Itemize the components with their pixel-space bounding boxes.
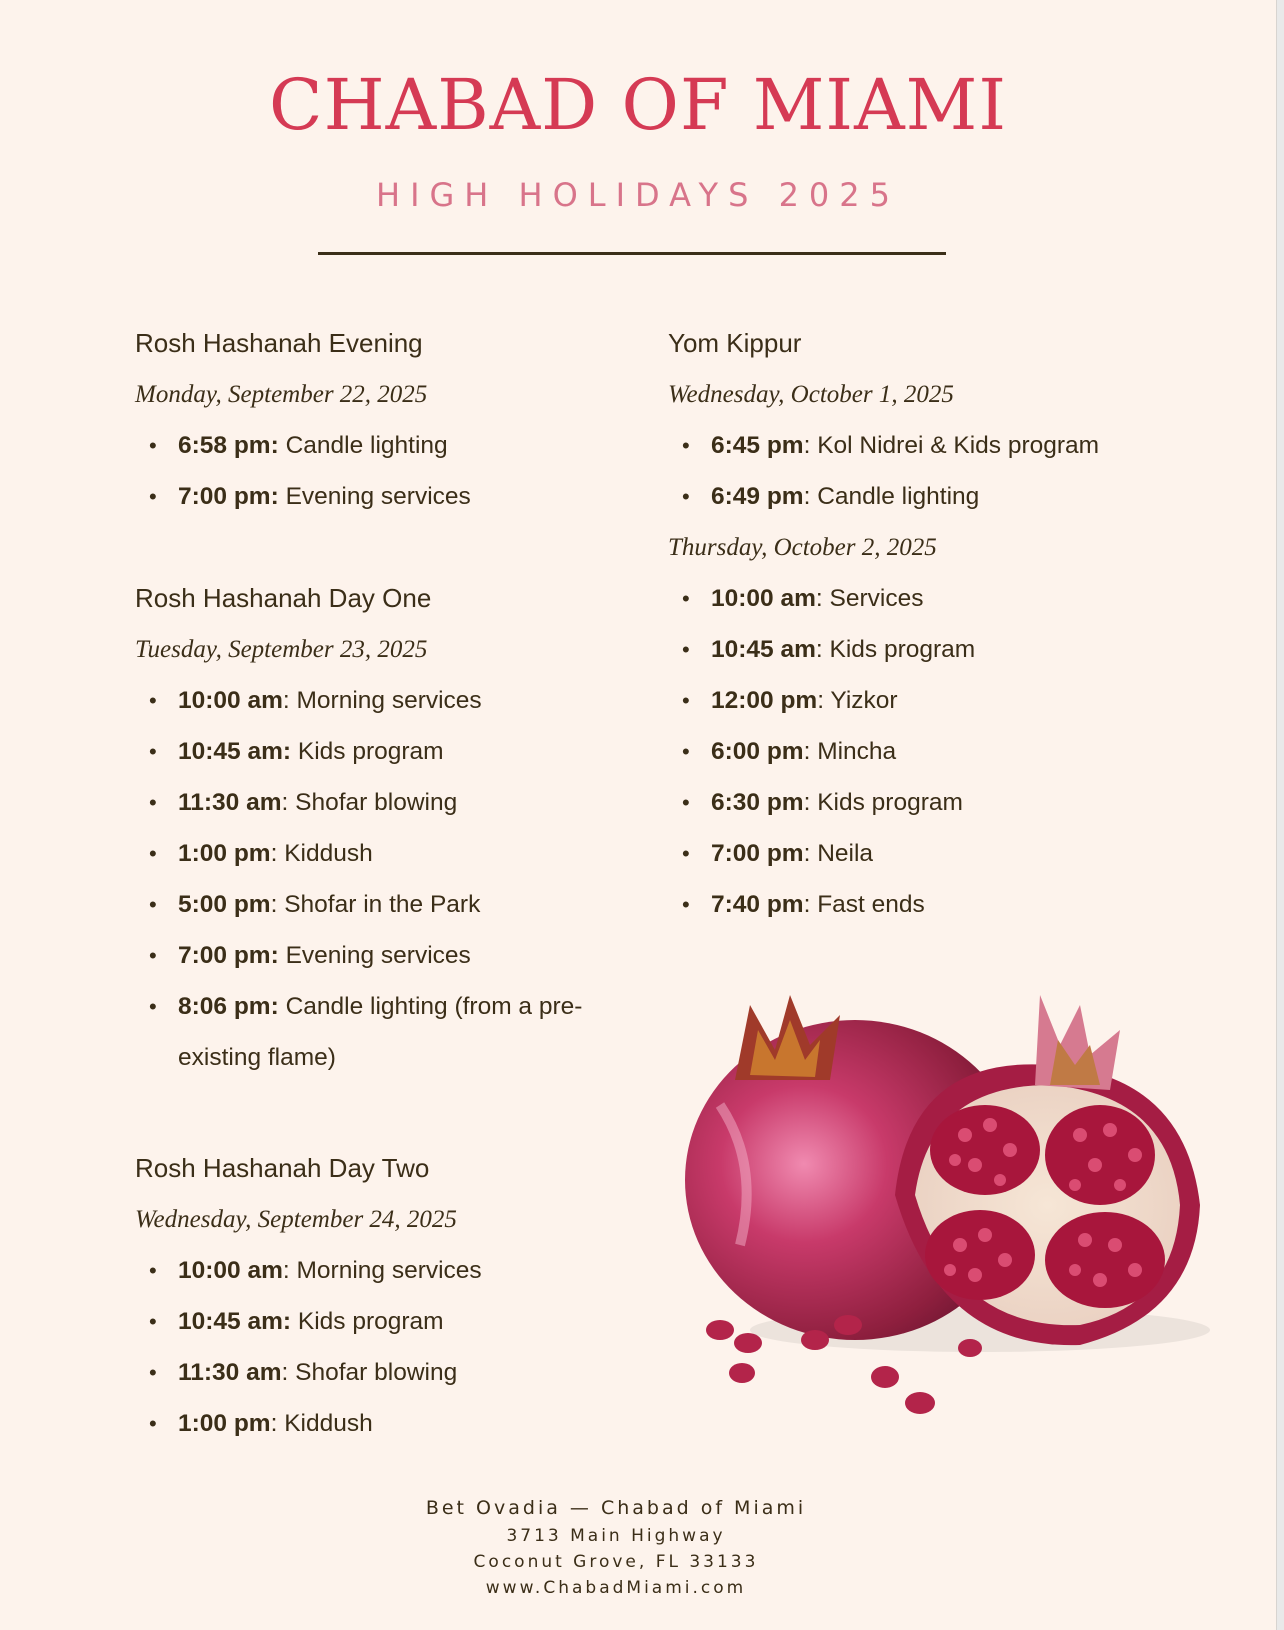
bullet-icon: • <box>682 637 690 662</box>
item-time: 11:30 am <box>178 789 282 816</box>
bullet-icon: • <box>149 484 157 509</box>
section-title: Yom Kippur <box>668 328 802 358</box>
item-text: Evening services <box>278 942 471 969</box>
schedule-item <box>135 930 655 981</box>
bullet-icon: • <box>149 994 157 1019</box>
schedule-item <box>135 1398 655 1449</box>
item-time: 5:00 pm <box>178 891 271 918</box>
item-time: 6:45 pm <box>711 432 804 459</box>
schedule-item <box>668 879 1228 930</box>
schedule-item <box>135 471 655 522</box>
bullet-icon: • <box>682 484 690 509</box>
item-text: : Candle lighting <box>803 483 980 510</box>
schedule-item <box>135 981 588 1083</box>
bullet-icon: • <box>682 790 690 815</box>
schedule-item <box>135 828 655 879</box>
item-text: : Morning services <box>282 687 482 714</box>
schedule-item <box>135 777 655 828</box>
bullet-icon: • <box>149 1258 157 1283</box>
bullet-icon: • <box>149 1411 157 1436</box>
item-text: : Morning services <box>282 1257 482 1284</box>
footer-contact <box>0 1493 1232 1601</box>
bullet-icon: • <box>682 739 690 764</box>
schedule-item <box>668 573 1228 624</box>
bullet-icon: • <box>149 433 157 458</box>
spacer <box>135 1083 655 1143</box>
item-text: Candle lighting (from a pre-existing flame) <box>178 993 583 1071</box>
item-time: 6:49 pm <box>711 483 804 510</box>
item-text: : Yizkor <box>817 687 898 714</box>
bullet-icon: • <box>149 892 157 917</box>
section-title: Rosh Hashanah Day One <box>135 583 432 613</box>
item-time: 10:45 am: <box>178 738 292 765</box>
pomegranate-illustration <box>680 985 1240 1435</box>
schedule-item <box>668 726 1228 777</box>
schedule-item <box>668 777 1228 828</box>
schedule-item <box>135 1245 655 1296</box>
schedule-item <box>135 879 655 930</box>
item-time: 7:00 pm <box>711 840 804 867</box>
section-title: Rosh Hashanah Evening <box>135 328 423 358</box>
schedule-item <box>668 471 1228 522</box>
bullet-icon: • <box>149 841 157 866</box>
bullet-icon: • <box>682 433 690 458</box>
item-text: : Shofar in the Park <box>270 891 481 918</box>
item-time: 10:00 am <box>178 1257 283 1284</box>
schedule-item <box>668 828 1228 879</box>
schedule-item <box>135 1296 655 1347</box>
item-text: Candle lighting <box>278 432 448 459</box>
bullet-icon: • <box>149 1309 157 1334</box>
schedule-item <box>135 675 655 726</box>
schedule-item <box>135 1347 655 1398</box>
schedule-item <box>668 624 1228 675</box>
bullet-icon: • <box>149 1360 157 1385</box>
street-address: 3713 Main Highway <box>506 1526 726 1546</box>
item-text: : Kids program <box>815 636 976 663</box>
title-divider <box>318 252 946 255</box>
page-subtitle: HIGH HOLIDAYS 2025 <box>376 176 900 214</box>
item-time: 6:00 pm <box>711 738 804 765</box>
item-text: Kids program <box>291 738 444 765</box>
bullet-icon: • <box>682 892 690 917</box>
bullet-icon: • <box>149 688 157 713</box>
bullet-icon: • <box>149 943 157 968</box>
schedule-item <box>135 420 655 471</box>
item-time: 1:00 pm <box>178 840 271 867</box>
item-time: 10:00 am <box>711 585 816 612</box>
item-text: : Services <box>815 585 924 612</box>
schedule-item <box>668 675 1228 726</box>
bullet-icon: • <box>149 790 157 815</box>
right-schedule-column <box>668 318 1228 930</box>
item-time: 8:06 pm: <box>178 993 279 1020</box>
item-text: : Kiddush <box>270 840 373 867</box>
item-text: : Neila <box>803 840 874 867</box>
item-text: : Fast ends <box>803 891 925 918</box>
item-time: 6:30 pm <box>711 789 804 816</box>
section-date: Wednesday, September 24, 2025 <box>135 1206 457 1233</box>
bullet-icon: • <box>682 688 690 713</box>
item-time: 12:00 pm <box>711 687 818 714</box>
item-text: Kids program <box>291 1308 444 1335</box>
item-time: 7:00 pm: <box>178 483 279 510</box>
item-text: : Shofar blowing <box>281 1359 458 1386</box>
bullet-icon: • <box>682 586 690 611</box>
spacer <box>135 522 655 573</box>
section-date: Thursday, October 2, 2025 <box>668 534 937 561</box>
left-schedule-column <box>135 318 655 1449</box>
item-time: 7:40 pm <box>711 891 804 918</box>
item-time: 6:58 pm: <box>178 432 279 459</box>
item-time: 10:45 am: <box>178 1308 292 1335</box>
item-text: : Kiddush <box>270 1410 373 1437</box>
item-time: 1:00 pm <box>178 1410 271 1437</box>
schedule-item <box>135 726 655 777</box>
schedule-item <box>668 420 1228 471</box>
bullet-icon: • <box>682 841 690 866</box>
section-title: Rosh Hashanah Day Two <box>135 1153 430 1183</box>
organization-name: Bet Ovadia — Chabad of Miami <box>425 1497 807 1519</box>
item-time: 10:45 am <box>711 636 816 663</box>
item-text: : Kids program <box>803 789 963 816</box>
bullet-icon: • <box>149 739 157 764</box>
item-text: Evening services <box>278 483 471 510</box>
item-time: 11:30 am <box>178 1359 282 1386</box>
website-link[interactable]: www.ChabadMiami.com <box>485 1578 747 1598</box>
item-text: : Kol Nidrei & Kids program <box>803 432 1100 459</box>
city-address: Coconut Grove, FL 33133 <box>473 1552 759 1572</box>
item-text: : Shofar blowing <box>281 789 458 816</box>
section-date: Tuesday, September 23, 2025 <box>135 636 428 663</box>
page-title: CHABAD OF MIAMI <box>269 64 1007 146</box>
item-text: : Mincha <box>803 738 897 765</box>
item-time: 7:00 pm: <box>178 942 279 969</box>
item-time: 10:00 am <box>178 687 283 714</box>
section-date: Monday, September 22, 2025 <box>135 381 428 408</box>
section-date: Wednesday, October 1, 2025 <box>668 381 954 408</box>
